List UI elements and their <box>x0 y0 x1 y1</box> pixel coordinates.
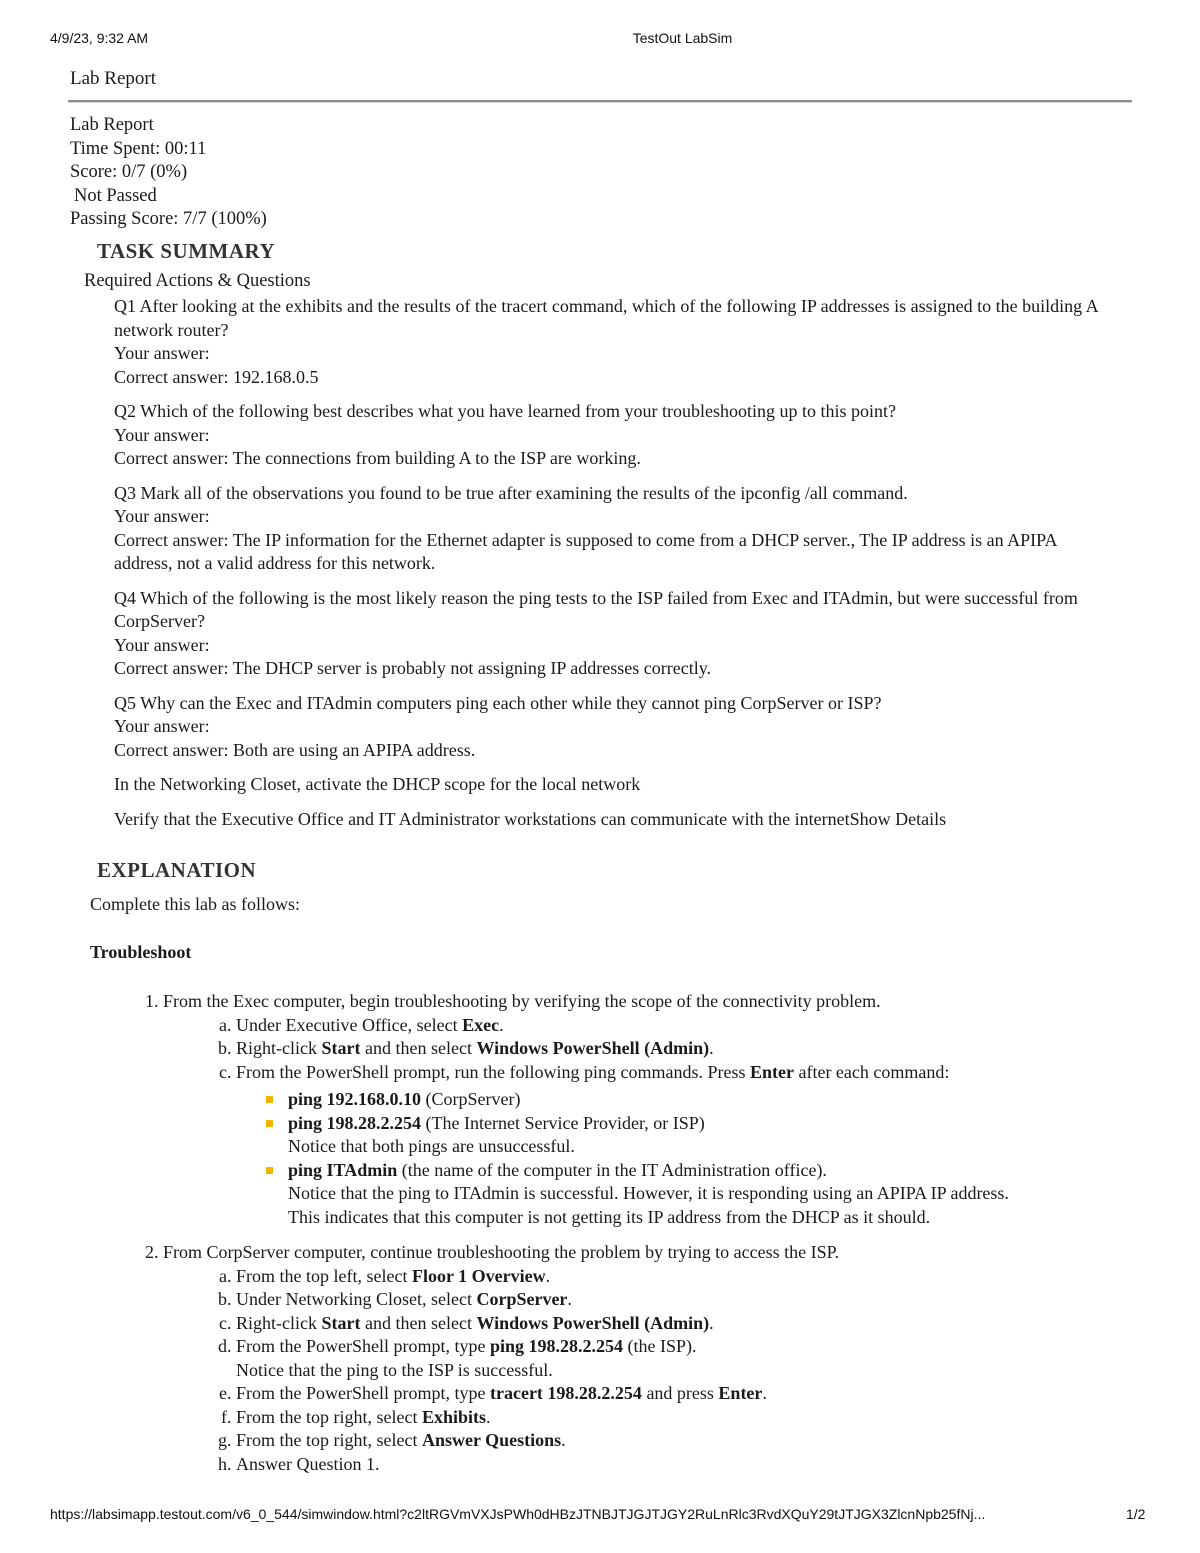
action-label: Verify that the Executive Office and IT Administrator workstations can communicate with the internet <box>114 808 850 829</box>
score: Score: 0/7 (0%) <box>70 162 188 182</box>
substep-item: b. Under Networking Closet, select CorpServer. <box>236 1288 1120 1312</box>
command-text: ping ITAdmin <box>288 1159 398 1180</box>
question-list <box>114 295 1114 842</box>
substep-item: g. From the top right, select Answer Questions. <box>236 1429 1120 1453</box>
substep-item: c. From the PowerShell prompt, run the following ping commands. Press Enter after each command: ping 192.168.0.10 (CorpServer) ping 198.28.2.254 (The Internet Service Provider, or ISP) Notice that both pings are unsuccessful. ping ITAdmin (the name of the computer in the IT Administration office). Notice that the ping to ITAdmin is successful. However, it is responding using an APIPA IP address. This indicates that this computer is not getting its IP address from the DHCP as it should. <box>236 1061 1120 1230</box>
substep-item: c. Right-click Start and then select Windows PowerShell (Admin). <box>236 1312 1120 1336</box>
command-note: Notice that the ping to ITAdmin is successful. However, it is responding using an APIPA IP address. <box>288 1183 1009 1203</box>
substep-note: Notice that the ping to the ISP is successful. <box>236 1359 553 1380</box>
step-item <box>163 1241 1120 1476</box>
section-title: Troubleshoot <box>90 942 192 962</box>
command-text: ping 192.168.0.10 <box>288 1089 422 1109</box>
action-text <box>114 808 1114 832</box>
step-text: From the Exec computer, begin troubleshooting by verifying the scope of the connectivity problem. <box>163 991 881 1011</box>
question-text: Q3 Mark all of the observations you found to be true after examining the results of the ipconfig /all command. <box>114 482 908 503</box>
print-footer <box>50 1506 1150 1526</box>
correct-answer: Correct answer: The connections from building A to the ISP are working. <box>114 448 641 468</box>
print-url: https://labsimapp.testout.com/v6_0_544/simwindow.html?c2ltRGVmVXJsPWh0dHBzJTNBJTJGJTJGY2RuLnRlc3RvdXQuY29tJTJGX3ZlcnNpb25fNj... <box>50 1506 986 1522</box>
your-answer: Your answer: <box>114 506 210 526</box>
substep-item: a. Under Executive Office, select Exec. <box>236 1014 1120 1038</box>
question-item <box>114 587 1114 681</box>
your-answer: Your answer: <box>114 343 210 363</box>
command-note: This indicates that this computer is not getting its IP address from the DHCP as it should. <box>288 1206 931 1227</box>
question-text: Q2 Which of the following best describes what you have learned from your troubleshooting up to this point? <box>114 401 897 421</box>
passing-score: Passing Score: 7/7 (100%) <box>70 209 267 229</box>
explanation-body <box>90 894 1120 1488</box>
correct-answer: Correct answer: 192.168.0.5 <box>114 366 319 387</box>
divider <box>68 100 1132 103</box>
substep-item: d. From the PowerShell prompt, type ping 198.28.2.254 (the ISP). Notice that the ping to the ISP is successful. <box>236 1335 1120 1382</box>
substep-list <box>163 1265 1120 1477</box>
step-text: From CorpServer computer, continue troubleshooting the problem by trying to access the ISP. <box>163 1242 840 1262</box>
action-text: In the Networking Closet, activate the DHCP scope for the local network <box>114 774 641 794</box>
substep-item: e. From the PowerShell prompt, type tracert 198.28.2.254 and press Enter. <box>236 1382 1120 1406</box>
page-number: 1/2 <box>1126 1506 1146 1522</box>
question-text: Q1 After looking at the exhibits and the results of the tracert command, which of the following IP addresses is assigned to the building A network router? <box>114 296 1098 340</box>
question-item <box>114 482 1114 576</box>
step-item <box>163 990 1120 1229</box>
required-actions-heading: Required Actions & Questions <box>84 271 311 291</box>
your-answer: Your answer: <box>114 716 210 736</box>
command-text: ping 198.28.2.254 <box>288 1112 422 1133</box>
command-item: ping ITAdmin (the name of the computer in the IT Administration office). Notice that the ping to ITAdmin is successful. However, it is responding using an APIPA IP address. This indicates that this computer is not getting its IP address from the DHCP as it should. <box>288 1159 1120 1230</box>
show-details-link[interactable]: Show Details <box>849 808 947 829</box>
correct-answer: Correct answer: Both are using an APIPA address. <box>114 739 476 760</box>
explanation-heading: EXPLANATION <box>97 858 257 882</box>
print-page-title: TestOut LabSim <box>632 30 733 46</box>
your-answer: Your answer: <box>114 634 210 655</box>
question-item <box>114 295 1114 389</box>
substep-item: h. Answer Question 1. <box>236 1453 1120 1477</box>
action-item <box>114 808 1114 832</box>
question-text: Q5 Why can the Exec and ITAdmin computers ping each other while they cannot ping CorpServer or ISP? <box>114 692 882 713</box>
command-item: ping 192.168.0.10 (CorpServer) <box>288 1088 1120 1112</box>
print-header <box>0 30 1200 50</box>
question-item <box>114 400 1114 471</box>
step-list <box>90 990 1120 1476</box>
your-answer: Your answer: <box>114 424 210 445</box>
correct-answer: Correct answer: The DHCP server is probably not assigning IP addresses correctly. <box>114 658 712 678</box>
command-note: Notice that both pings are unsuccessful. <box>288 1136 575 1156</box>
substep-item: f. From the top right, select Exhibits. <box>236 1406 1120 1430</box>
command-item: ping 198.28.2.254 (The Internet Service Provider, or ISP) Notice that both pings are unsuccessful. <box>288 1112 1120 1159</box>
explanation-intro: Complete this lab as follows: <box>90 894 300 914</box>
substep-list <box>163 1014 1120 1230</box>
question-item <box>114 692 1114 763</box>
substep-item: b. Right-click Start and then select Windows PowerShell (Admin). <box>236 1037 1120 1061</box>
status-badge: Not Passed <box>74 185 157 206</box>
summary-heading: Lab Report <box>70 115 154 135</box>
correct-answer: Correct answer: The IP information for the Ethernet adapter is supposed to come from a DHCP server., The IP address is an APIPA address, not a valid address for this network. <box>114 529 1057 573</box>
print-date: 4/9/23, 9:32 AM <box>50 30 149 46</box>
command-list <box>236 1088 1120 1229</box>
substep-item: a. From the top left, select Floor 1 Overview. <box>236 1265 1120 1289</box>
time-spent: Time Spent: 00:11 <box>70 138 207 159</box>
action-item <box>114 773 1114 797</box>
question-text: Q4 Which of the following is the most likely reason the ping tests to the ISP failed from Exec and ITAdmin, but were successful from CorpServer? <box>114 587 1078 631</box>
lab-summary <box>70 114 267 232</box>
page-title: Lab Report <box>70 68 157 89</box>
task-summary-heading: TASK SUMMARY <box>97 239 276 263</box>
